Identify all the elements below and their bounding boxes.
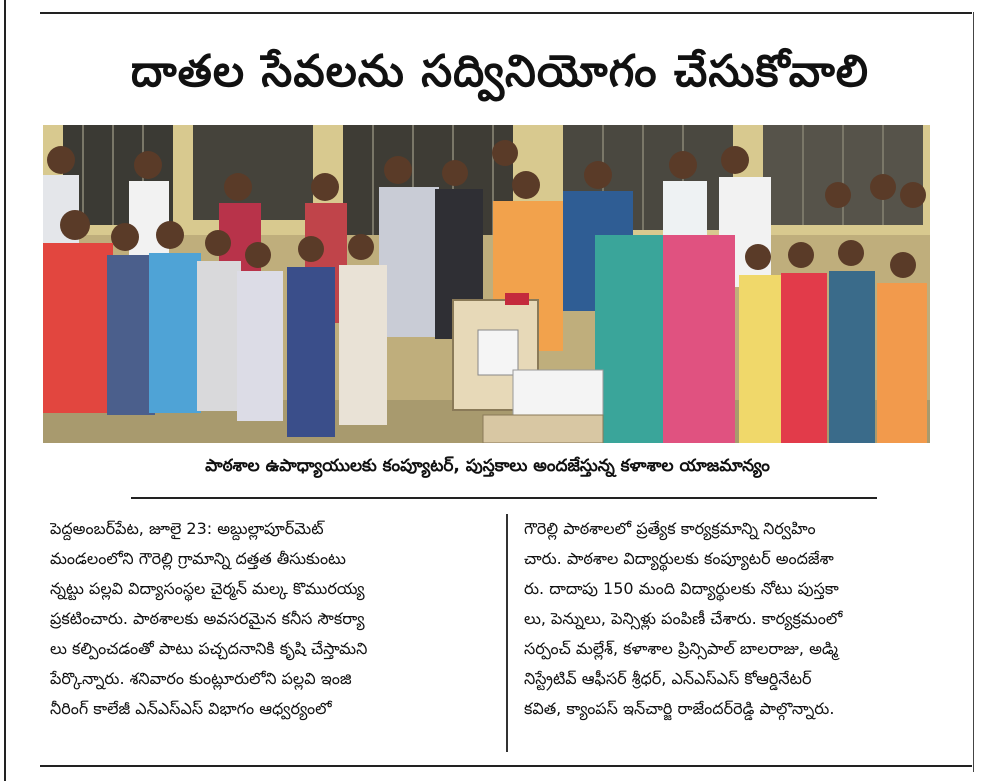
group-photo-image [43, 125, 930, 443]
body-line: మండలంలోని గౌరెల్లి గ్రామాన్ని దత్తత తీసుకుంటు [50, 549, 346, 568]
article-headline: దాతల సేవలను సద్వినియోగం చేసుకోవాలి [130, 46, 870, 97]
body-line: చారు. పాఠశాల విద్యార్థులకు కంప్యూటర్ అందజేశా [524, 549, 834, 568]
page-left-border [4, 0, 6, 781]
article-body-left-column [50, 514, 488, 758]
body-line: పేర్కొన్నారు. శనివారం కుంట్లూరులోని పల్లవి ఇంజి [50, 669, 352, 688]
body-line: న్నట్టు పల్లవి విద్యాసంస్థల చైర్మన్ మల్క కొమురయ్య [50, 579, 365, 598]
page-top-border [40, 12, 972, 14]
body-line: సర్పంచ్ మల్లేశ్, కళాశాల ప్రిన్సిపాల్ బాలరాజు, అడ్మి [524, 639, 838, 658]
column-divider [506, 514, 508, 752]
photo-caption: పాఠశాల ఉపాధ్యాయులకు కంప్యూటర్, పుస్తకాలు అందజేస్తున్న కళాశాల యాజమాన్యం [205, 456, 770, 476]
photo-illustration [43, 125, 930, 443]
body-line: పెద్దఅంబర్‌పేట, జూలై 23: అబ్దుల్లాపూర్‌మెట్ [50, 519, 324, 538]
body-line: నిస్ట్రేటివ్ ఆఫీసర్ శ్రీధర్, ఎన్ఎస్ఎస్ కోఆర్డినేటర్ [524, 669, 812, 688]
body-line: లు, పెన్నులు, పెన్సిళ్లు పంపిణీ చేశారు. కార్యక్రమంలో [524, 609, 843, 628]
article-body-right-column [524, 514, 952, 758]
body-line: లు కల్పించడంతో పాటు పచ్చదనానికి కృషి చేస్తామని [50, 639, 368, 658]
body-line: రు. దాదాపు 150 మంది విద్యార్థులకు నోటు పుస్తకా [524, 579, 839, 598]
page-bottom-border [40, 765, 972, 767]
body-line: కవిత, క్యాంపస్ ఇన్‌చార్జి రాజేందర్‌రెడ్డి పాల్గొన్నారు. [524, 699, 835, 718]
page-right-border [973, 12, 974, 772]
body-line: నీరింగ్ కాలేజీ ఎన్ఎస్ఎస్ విభాగం ఆధ్వర్యంలో [50, 699, 332, 718]
caption-divider [131, 497, 877, 499]
body-line: గౌరెల్లి పాఠశాలలో ప్రత్యేక కార్యక్రమాన్ని నిర్వహిం [524, 519, 816, 538]
body-line: ప్రకటించారు. పాఠశాలకు అవసరమైన కనీస సౌకర్యా [50, 609, 365, 628]
